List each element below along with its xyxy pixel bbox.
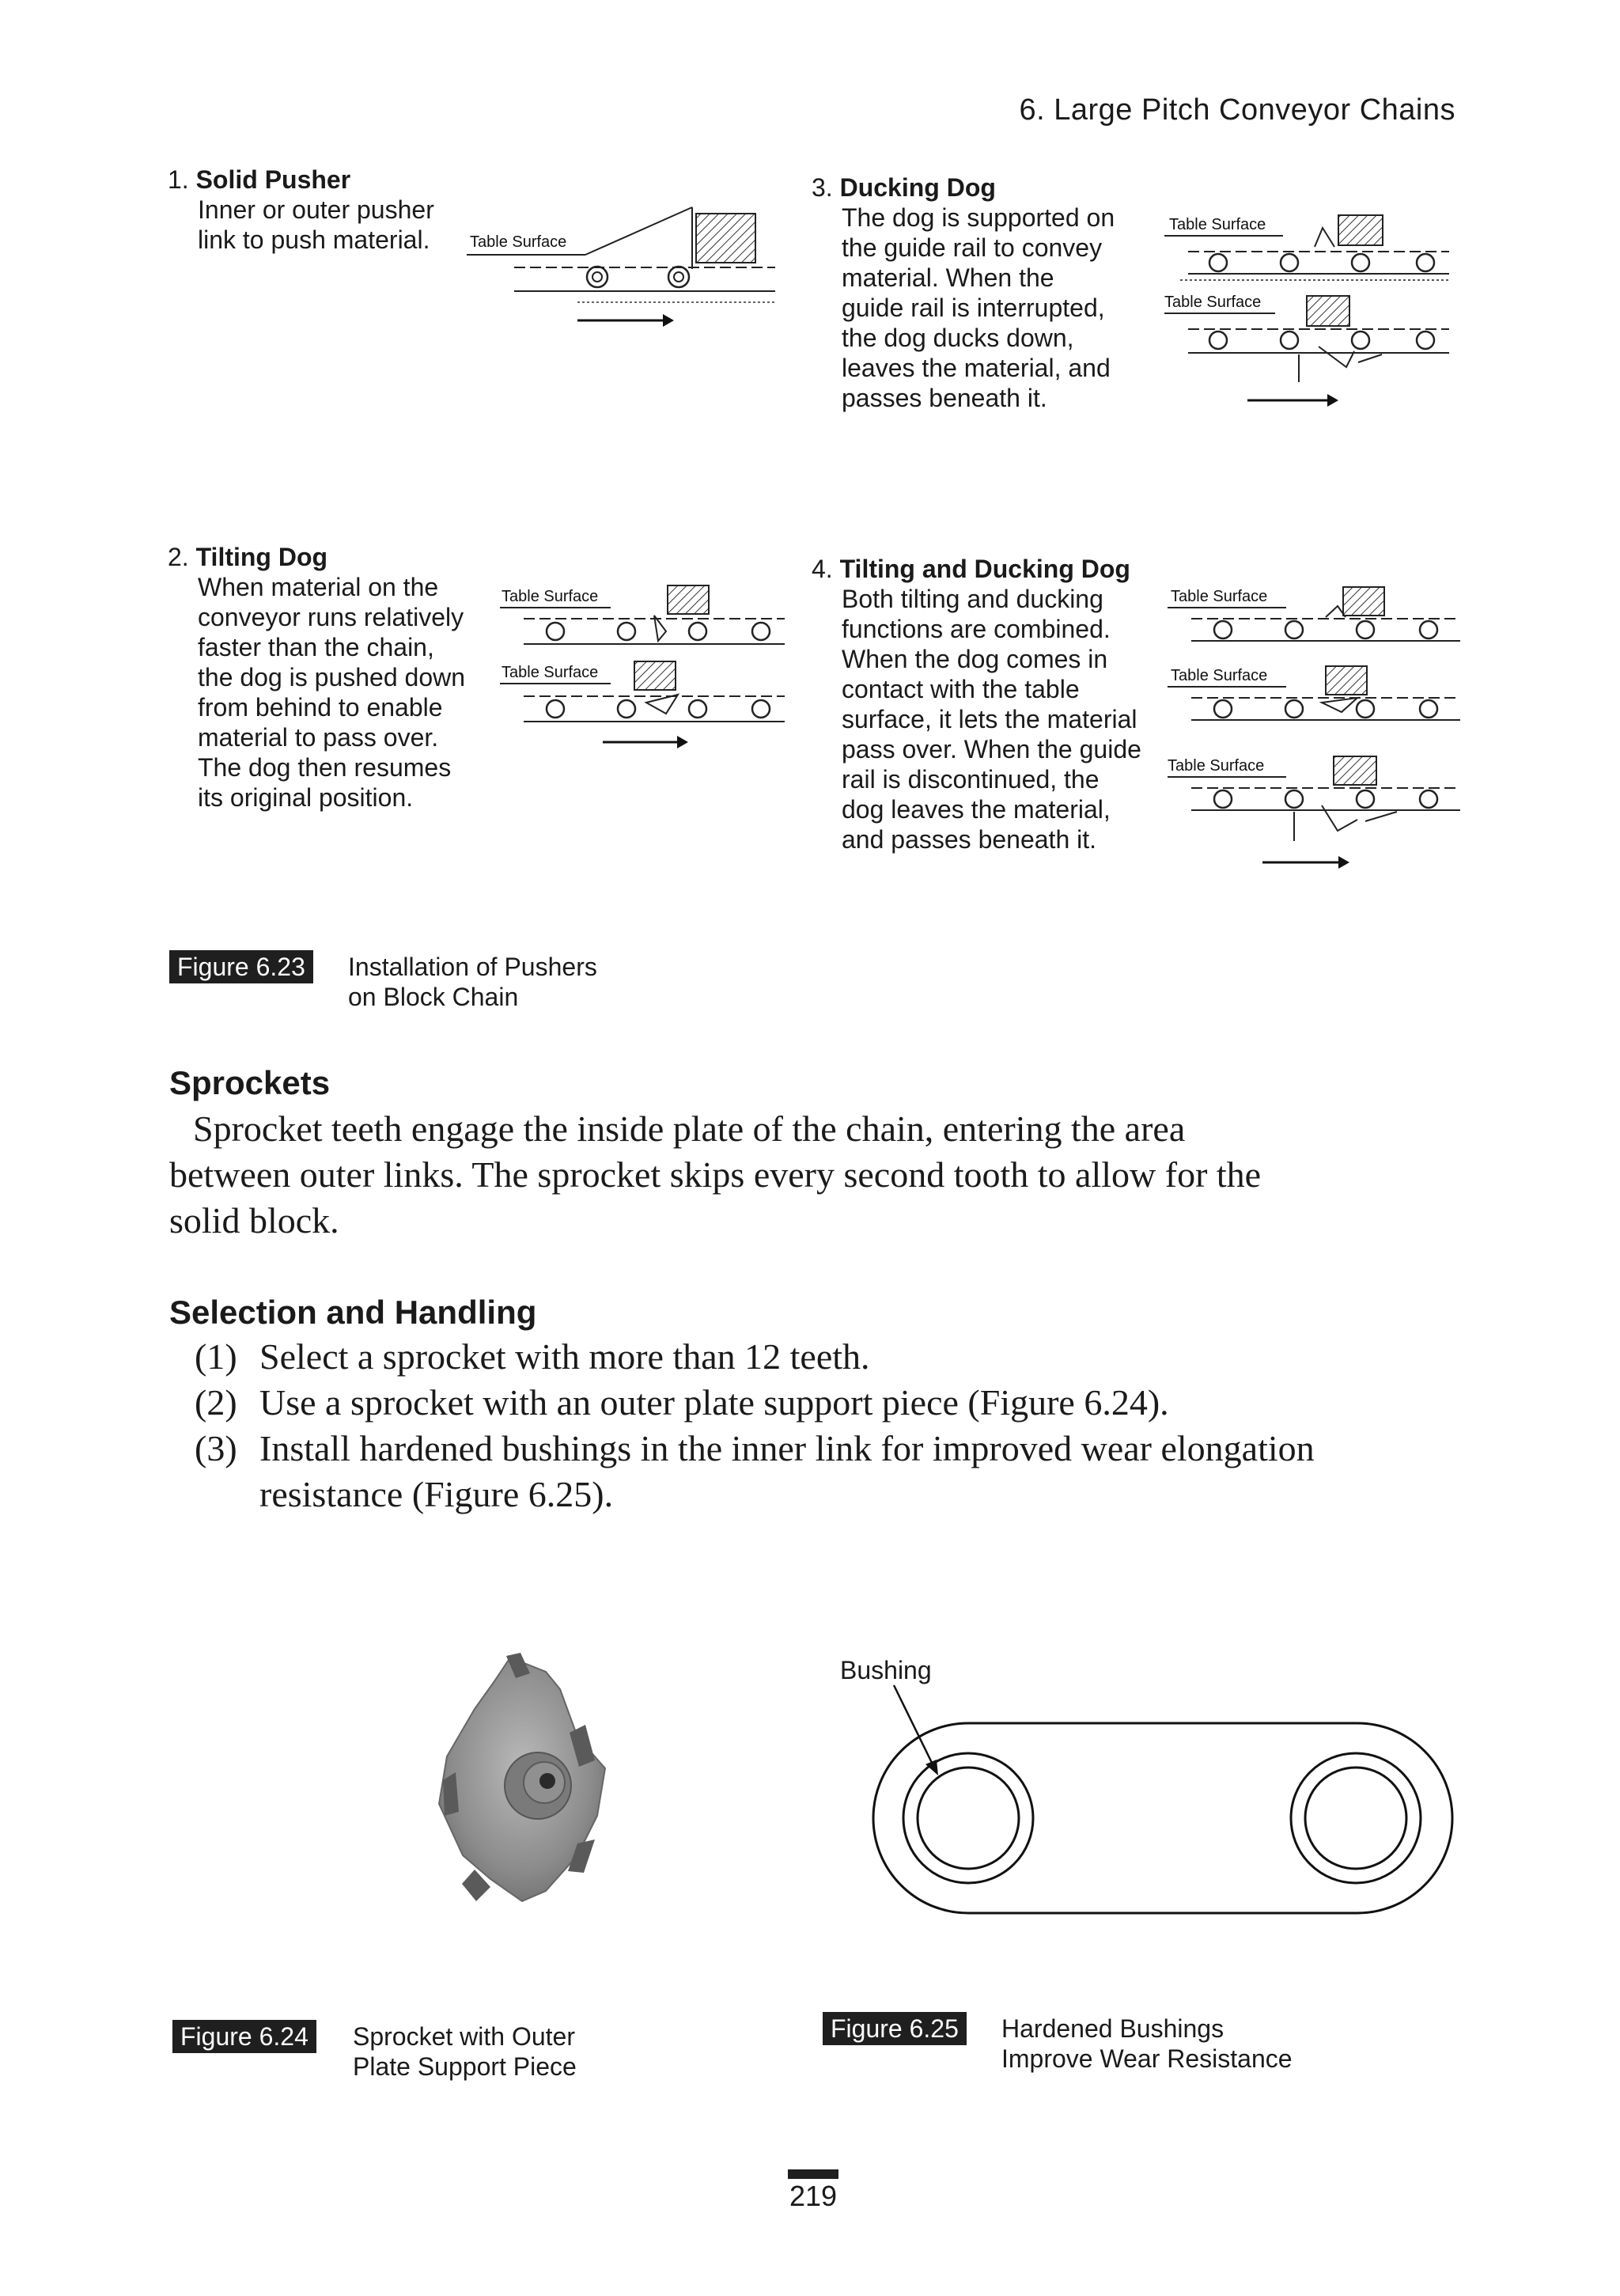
item-description: Both tilting and ducking functions are combined. When the dog comes in contact with the table surface, it lets the material pass over. When the guide rail is discontinued, the dog leaves the material, and passes beneath it. — [842, 585, 1141, 854]
item-description: The dog is supported on the guide rail to convey material. When the guide rail is interrupted, the dog ducks down, leaves the material, and passes beneath it. — [842, 203, 1115, 412]
page-number: 219 — [789, 2180, 838, 2212]
item-description: Inner or outer pusher link to push material. — [198, 195, 434, 254]
item-number: 1. — [168, 165, 189, 194]
section-heading-selection: Selection and Handling — [169, 1294, 537, 1331]
figure-label: Figure 6.24 — [172, 2020, 316, 2053]
paragraph-line: Sprocket teeth engage the inside plate of the chain, entering the area — [193, 1108, 1186, 1149]
list-item — [195, 1380, 237, 1426]
ducking-dog-diagram — [1164, 212, 1457, 418]
figure-label: Figure 6.25 — [823, 2012, 967, 2045]
table-surface-label: Table Surface — [1169, 216, 1266, 233]
pusher-item-solid — [168, 165, 434, 255]
sprocket-illustration — [427, 1650, 617, 1919]
table-surface-label: Table Surface — [502, 664, 599, 681]
list-item-continuation: resistance (Figure 6.25). — [259, 1474, 614, 1514]
table-surface-label: Table Surface — [1171, 667, 1268, 684]
figure-caption: Installation of Pushers on Block Chain — [348, 953, 597, 1011]
list-item-text: Install hardened bushings in the inner link for improved wear elongation — [259, 1428, 1315, 1468]
item-description: When material on the conveyor runs relatively faster than the chain, the dog is pushed down from behind to enable material to pass over. The dog then resumes its original position. — [198, 573, 466, 812]
tilting-ducking-dog-diagram — [1168, 584, 1476, 877]
table-surface-label: Table Surface — [502, 588, 599, 605]
sprockets-paragraph — [169, 1106, 1261, 1244]
list-item — [195, 1334, 237, 1380]
solid-pusher-diagram — [467, 206, 783, 332]
section-heading-sprockets: Sprockets — [169, 1064, 331, 1101]
page-number-bar — [788, 2169, 838, 2179]
item-title: Tilting and Ducking Dog — [839, 555, 1130, 583]
table-surface-label: Table Surface — [470, 233, 567, 251]
list-item-text: Use a sprocket with an outer plate support piece (Figure 6.24). — [259, 1382, 1169, 1423]
list-number: (3) — [195, 1428, 237, 1468]
paragraph-line: between outer links. The sprocket skips every second tooth to allow for the — [169, 1154, 1262, 1195]
item-title: Ducking Dog — [839, 173, 996, 202]
chapter-header: 6. Large Pitch Conveyor Chains — [1019, 93, 1455, 127]
tilting-dog-diagram — [500, 584, 793, 758]
figure-caption: Hardened Bushings Improve Wear Resistance — [1001, 2014, 1293, 2073]
list-item-text: Select a sprocket with more than 12 teeth. — [259, 1336, 870, 1377]
list-item — [195, 1426, 237, 1472]
figure-caption: Sprocket with Outer Plate Support Piece — [353, 2022, 577, 2081]
table-surface-label: Table Surface — [1171, 588, 1268, 605]
paragraph-line: solid block. — [169, 1200, 339, 1241]
item-number: 3. — [812, 173, 833, 202]
list-number: (1) — [195, 1336, 237, 1377]
pusher-item-tilting-ducking — [812, 554, 1141, 854]
item-title: Solid Pusher — [195, 165, 351, 194]
pusher-item-ducking — [812, 172, 1115, 413]
table-surface-label: Table Surface — [1164, 294, 1262, 311]
item-number: 4. — [812, 555, 833, 583]
pusher-item-tilting — [168, 542, 465, 813]
bushing-callout-label: Bushing — [840, 1656, 932, 1684]
table-surface-label: Table Surface — [1168, 757, 1265, 775]
figure-label: Figure 6.23 — [169, 950, 313, 983]
list-number: (2) — [195, 1382, 237, 1423]
item-title: Tilting Dog — [195, 543, 328, 571]
bushing-link-diagram — [870, 1693, 1455, 1930]
item-number: 2. — [168, 543, 189, 571]
